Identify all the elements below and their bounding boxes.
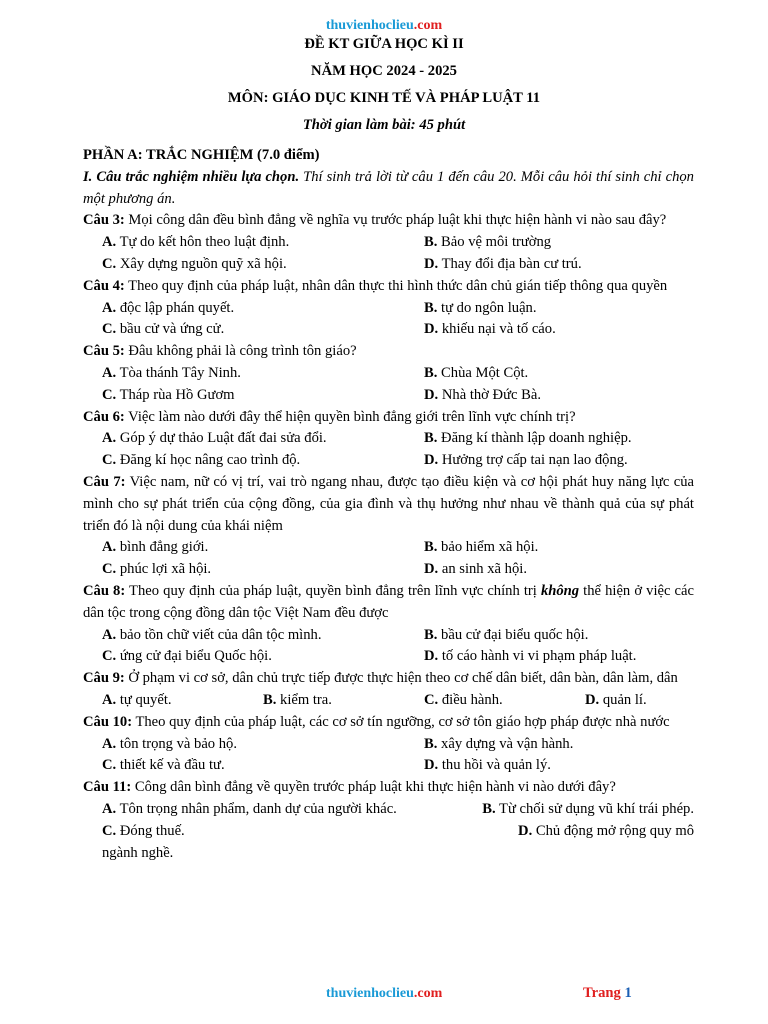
question-text: Việc làm nào dưới đây thể hiện quyền bình đẳng giới trên lĩnh vực chính trị? [124, 408, 576, 425]
page-number: Trang 1 [583, 985, 632, 1001]
option-c[interactable]: C. thiết kế và đầu tư. [102, 757, 225, 774]
option-c[interactable]: C. Tháp rùa Hồ Gươm [102, 386, 235, 403]
option-a[interactable]: A. bình đẳng giới. [102, 539, 209, 556]
option-a[interactable]: A. tự quyết. [102, 691, 172, 708]
brand-part1: thuvienhoclieu [325, 18, 414, 33]
option-d-continuation: ngành nghề. [102, 844, 174, 861]
question-label: Câu 9: [83, 670, 125, 687]
option-c[interactable]: C. điều hành. [424, 691, 503, 708]
question-label: Câu 3: [83, 212, 125, 229]
option-a[interactable]: A. Tự do kết hôn theo luật định. [102, 234, 290, 251]
option-b[interactable]: B. tự do ngôn luận. [424, 299, 537, 316]
option-c[interactable]: C. ứng cử đại biểu Quốc hội. [102, 648, 272, 665]
time-limit: Thời gian làm bài: 45 phút [302, 117, 466, 133]
question-3 [83, 210, 694, 232]
option-b[interactable]: B. xây dựng và vận hành. [424, 735, 574, 752]
option-b[interactable]: B. bầu cử đại biểu quốc hội. [424, 626, 589, 643]
question-10 [83, 712, 694, 734]
question-label: Câu 4: [83, 277, 125, 294]
instruction-rest: Thí sinh trả lời từ câu 1 đến câu 20. Mỗi câu hỏi thí sinh chỉ chọn một phương án. [83, 168, 694, 207]
options-row [83, 755, 694, 777]
question-label: Câu 7: [83, 473, 126, 490]
options-row [83, 428, 694, 450]
option-a[interactable]: A. bảo tồn chữ viết của dân tộc mình. [102, 626, 322, 643]
option-c[interactable]: C. bầu cử và ứng cử. [102, 321, 225, 338]
option-c[interactable]: C. Xây dựng nguồn quỹ xã hội. [102, 255, 287, 272]
question-7 [83, 472, 694, 537]
options-row [83, 821, 694, 843]
question-4 [83, 276, 694, 298]
option-a[interactable]: A. độc lập phán quyết. [102, 299, 235, 316]
options-row [83, 690, 694, 712]
options-row [83, 385, 694, 407]
school-year: NĂM HỌC 2024 - 2025 [311, 63, 457, 79]
options-row [83, 537, 694, 559]
question-5 [83, 341, 694, 363]
option-c[interactable]: C. Đăng kí học nâng cao trình độ. [102, 452, 301, 469]
options-row [83, 734, 694, 756]
option-b[interactable]: B. kiểm tra. [263, 691, 332, 708]
option-c[interactable]: C. phúc lợi xã hội. [102, 561, 212, 578]
exam-content [83, 145, 694, 864]
question-label: Câu 10: [83, 713, 133, 730]
option-a[interactable]: A. Góp ý dự thảo Luật đất đai sửa đổi. [102, 430, 327, 447]
question-label: Câu 8: [83, 582, 126, 599]
question-text: Theo quy định của pháp luật, nhân dân thực thi hình thức dân chủ gián tiếp thông qua quyền [124, 277, 668, 294]
question-6 [83, 407, 694, 429]
option-d[interactable]: D. an sinh xã hội. [424, 561, 527, 578]
options-row [83, 298, 694, 320]
options-row [83, 232, 694, 254]
exam-title: ĐỀ KT GIỮA HỌC KÌ II [304, 36, 464, 52]
option-d[interactable]: D. thu hồi và quản lý. [424, 757, 551, 774]
option-b[interactable]: B. Từ chối sử dụng vũ khí trái phép. [482, 800, 694, 817]
instruction-bold: I. Câu trắc nghiệm nhiều lựa chọn. [83, 168, 300, 185]
options-row [83, 254, 694, 276]
question-11 [83, 777, 694, 799]
options-row [83, 450, 694, 472]
option-d[interactable]: D. quản lí. [585, 691, 647, 708]
question-text: Ở phạm vi cơ sở, dân chủ trực tiếp được thực hiện theo cơ chế dân biết, dân bàn, dân làm, dân [124, 670, 678, 687]
instruction [83, 167, 694, 211]
question-text: Đâu không phải là công trình tôn giáo? [124, 343, 357, 360]
options-row [83, 625, 694, 647]
option-b[interactable]: B. bảo hiểm xã hội. [424, 539, 539, 556]
option-d[interactable]: D. Nhà thờ Đức Bà. [424, 386, 541, 403]
option-b[interactable]: B. Đăng kí thành lập doanh nghiệp. [424, 430, 632, 447]
question-8: Câu 8: Theo quy định của pháp luật, quyền bình đẳng trên lĩnh vực chính trị không thể hiện ở việc các dân tộc trong cộng đồng dân tộc Việt Nam đều được [83, 582, 694, 621]
option-a[interactable]: A. Tòa thánh Tây Ninh. [102, 364, 241, 381]
question-label: Câu 11: [83, 779, 132, 796]
question-text: Việc nam, nữ có vị trí, vai trò ngang nhau, được tạo điều kiện và cơ hội phát huy năng lực của mình cho sự phát triển của cộng đồng, của gia đình và thụ hưởng như nhau về thành quả của sự phát triển đó là nội dung của khái niệm [83, 473, 694, 534]
question-text: Mọi công dân đều bình đẳng về nghĩa vụ trước pháp luật khi thực hiện hành vi nào sau đây? [124, 212, 667, 229]
subject-title: MÔN: GIÁO DỤC KINH TẾ VÀ PHÁP LUẬT 11 [227, 90, 541, 106]
question-label: Câu 5: [83, 343, 125, 360]
question-text: Theo quy định của pháp luật, các cơ sở tín ngưỡng, cơ sở tôn giáo hợp pháp được nhà nước [132, 713, 670, 730]
options-row [83, 363, 694, 385]
page-footer [0, 983, 768, 1005]
option-b[interactable]: B. Bảo vệ môi trường [424, 234, 552, 251]
site-brand-footer: thuvienhoclieu.com [326, 986, 443, 1001]
option-d[interactable]: D. tố cáo hành vi vi phạm pháp luật. [424, 648, 637, 665]
option-b[interactable]: B. Chùa Một Cột. [424, 364, 529, 381]
section-a-heading: PHẦN A: TRẮC NGHIỆM (7.0 điểm) [83, 147, 320, 163]
options-row [83, 646, 694, 668]
emphasis-word: không [540, 582, 580, 599]
option-a[interactable]: A. tôn trọng và bảo hộ. [102, 735, 237, 752]
question-label: Câu 6: [83, 408, 125, 425]
question-9 [83, 668, 694, 690]
option-a[interactable]: A. Tôn trọng nhân phẩm, danh dự của người khác. [102, 800, 397, 817]
brand-part2: .com [413, 18, 443, 33]
option-c[interactable]: C. Đóng thuế. [102, 822, 185, 839]
option-d[interactable]: D. khiếu nại và tố cáo. [424, 321, 556, 338]
option-d[interactable]: D. Thay đổi địa bàn cư trú. [424, 255, 582, 272]
option-d[interactable]: D. Chủ động mở rộng quy mô [518, 822, 694, 839]
options-row [83, 559, 694, 581]
options-row [83, 319, 694, 341]
option-d[interactable]: D. Hưởng trợ cấp tai nạn lao động. [424, 452, 628, 469]
options-row [83, 799, 694, 821]
question-text: Công dân bình đẳng về quyền trước pháp luật khi thực hiện hành vi nào dưới đây? [131, 779, 616, 796]
